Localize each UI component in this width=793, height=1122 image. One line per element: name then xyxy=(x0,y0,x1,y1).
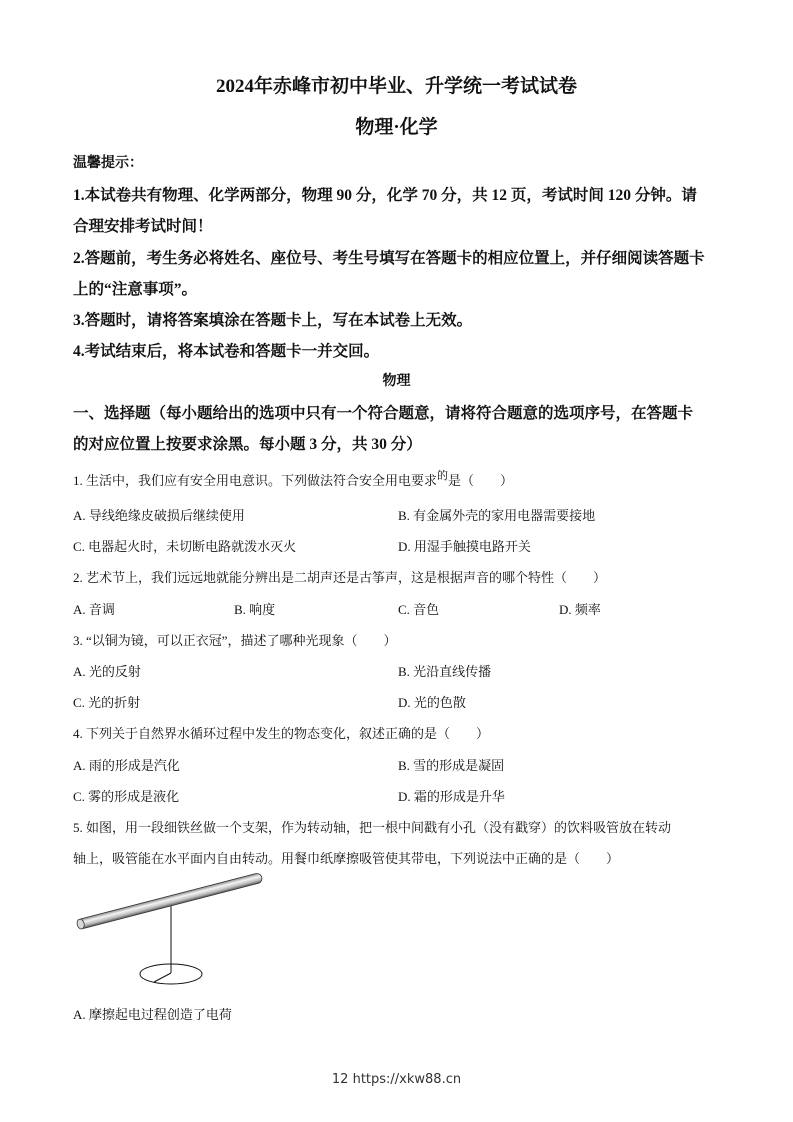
straw-pivot-icon xyxy=(70,870,270,990)
q4-option-c: C. 雾的形成是液化 xyxy=(73,789,180,804)
question-5-stem-line2: 轴上，吸管能在水平面内自由转动。用餐巾纸摩擦吸管使其带电，下列说法中正确的是（ ） xyxy=(73,851,620,866)
q5-option-a: A. 摩擦起电过程创造了电荷 xyxy=(73,1007,232,1022)
q3-option-b: B. 光沿直线传播 xyxy=(398,664,492,679)
section1-instructions-line2: 的对应位置上按要求涂黑。每小题 3 分，共 30 分） xyxy=(73,436,422,453)
q4-option-a: A. 雨的形成是汽化 xyxy=(73,758,180,773)
question-1-stem xyxy=(73,470,513,489)
q4-option-b: B. 雪的形成是凝固 xyxy=(398,758,505,773)
q2-option-d: D. 频率 xyxy=(559,602,601,617)
physics-heading: 物理 xyxy=(382,374,411,389)
page-footer: 12 https://xkw88.cn xyxy=(331,1072,462,1087)
q3-option-a: A. 光的反射 xyxy=(73,664,141,679)
q1-option-a: A. 导线绝缘皮破损后继续使用 xyxy=(73,508,245,523)
question-5-stem-line1: 5. 如图，用一段细铁丝做一个支架，作为转动轴，把一根中间戳有小孔（没有戳穿）的饮料吸管放在转动 xyxy=(73,820,672,835)
tip-line-6: 4.考试结束后，将本试卷和答题卡一并交回。 xyxy=(73,343,380,360)
tip-line-3: 2.答题前，考生务必将姓名、座位号、考生号填写在答题卡的相应位置上，并仔细阅读答题卡 xyxy=(73,250,705,267)
exam-subtitle: 物理·化学 xyxy=(355,117,438,138)
q2-option-c: C. 音色 xyxy=(398,602,440,617)
section1-instructions-line1: 一、选择题（每小题给出的选项中只有一个符合题意，请将符合题意的选项序号，在答题卡 xyxy=(73,405,694,422)
q1-option-c: C. 电器起火时，未切断电路就泼水灭火 xyxy=(73,539,297,554)
q4-option-d: D. 霜的形成是升华 xyxy=(398,789,505,804)
q2-option-a: A. 音调 xyxy=(73,602,115,617)
tips-heading: 温馨提示： xyxy=(73,156,143,171)
straw-on-pivot-diagram xyxy=(70,870,270,990)
q1-option-b: B. 有金属外壳的家用电器需要接地 xyxy=(398,508,596,523)
q3-option-c: C. 光的折射 xyxy=(73,695,141,710)
q3-option-d: D. 光的色散 xyxy=(398,695,466,710)
question-4-stem: 4. 下列关于自然界水循环过程中发生的物态变化，叙述正确的是（ ） xyxy=(73,726,490,741)
tip-line-2: 合理安排考试时间！ xyxy=(73,218,213,235)
tip-line-5: 3.答题时，请将答案填涂在答题卡上，写在本试卷上无效。 xyxy=(73,312,473,329)
stem-sup: 的 xyxy=(437,470,449,482)
q1-option-d: D. 用湿手触摸电路开关 xyxy=(398,539,531,554)
question-2-stem: 2. 艺术节上，我们远远地就能分辨出是二胡声还是古筝声，这是根据声音的哪个特性（ ） xyxy=(73,570,607,585)
q2-option-b: B. 响度 xyxy=(234,602,276,617)
question-3-stem: 3. “以铜为镜，可以正衣冠”，描述了哪种光现象（ ） xyxy=(73,633,397,648)
stem-text: 是（ ） xyxy=(448,473,514,488)
tip-line-4: 上的“注意事项”。 xyxy=(73,281,198,298)
exam-title: 2024年赤峰市初中毕业、升学统一考试试卷 xyxy=(215,76,577,97)
tip-line-1: 1.本试卷共有物理、化学两部分，物理 90 分，化学 70 分，共 12 页，考试时间 120 分钟。请 xyxy=(73,187,697,204)
stem-text: 1. 生活中，我们应有安全用电意识。下列做法符合安全用电要求 xyxy=(73,473,438,488)
